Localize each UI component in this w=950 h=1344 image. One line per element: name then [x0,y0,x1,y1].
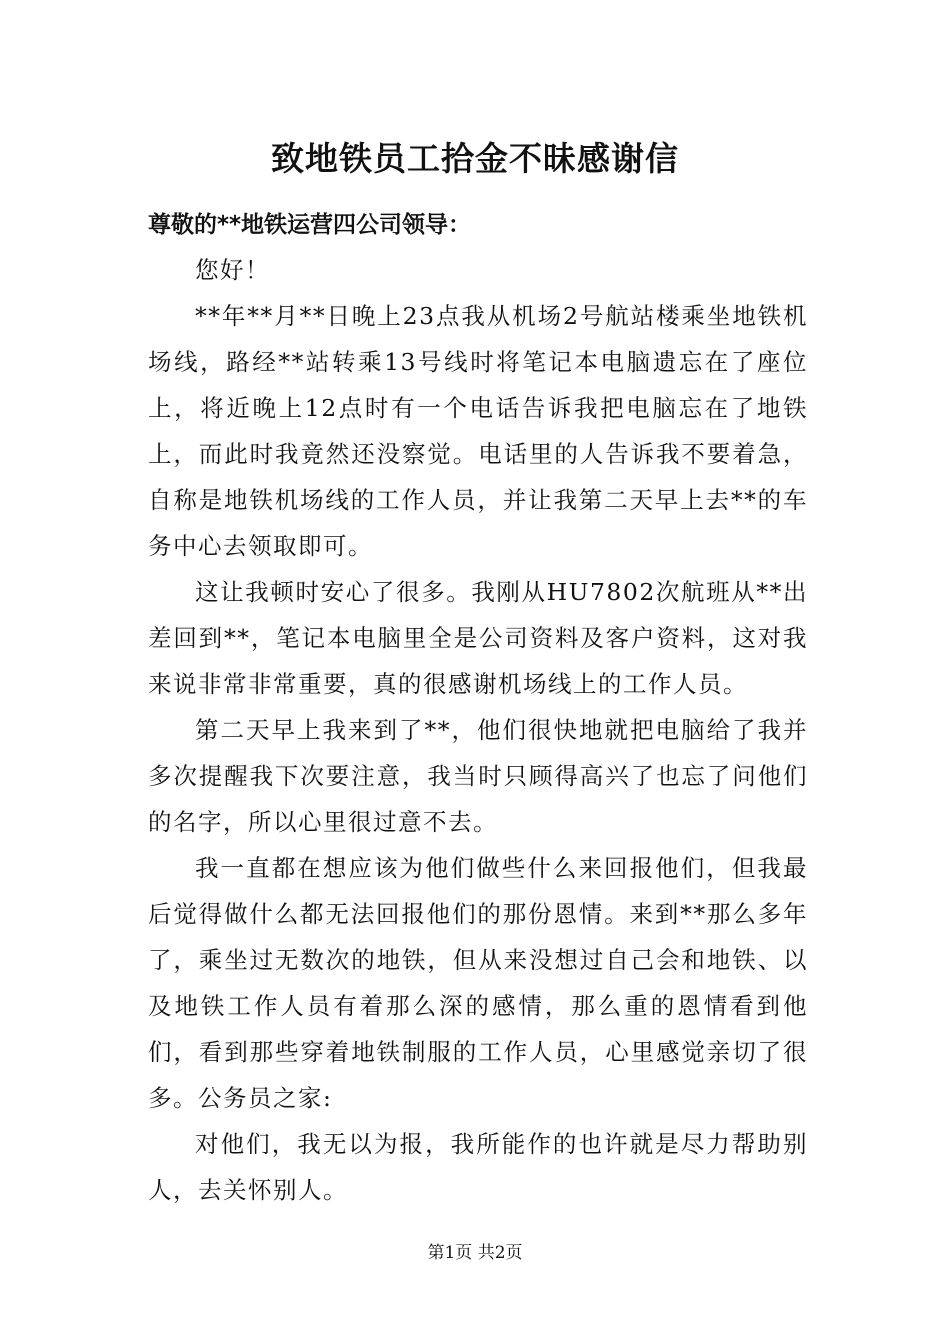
body-paragraph: 对他们，我无以为报，我所能作的也许就是尽力帮助别人，去关怀别人。 [148,1130,808,1204]
page-number-footer: 第1页 共2页 [427,1243,523,1263]
page-title: 致地铁员工拾金不昧感谢信 [271,139,679,178]
salutation: 尊敬的**地铁运营四公司领导： [148,212,472,238]
body-paragraph: **年**月**日晚上23点我从机场2号航站楼乘坐地铁机场线，路经**站转乘13号线时将笔记本电脑遗忘在了座位上，将近晚上12点时有一个电话告诉我把电脑忘在了地铁上，而此时我竟然还没察觉。电话里的人告诉我不要着急，自称是地铁机场线的工作人员，并让我第二天早上去**的车务中心去领取即可。 [148,302,808,560]
body-paragraph: 这让我顿时安心了很多。我刚从HU7802次航班从**出差回到**，笔记本电脑里全是公司资料及客户资料，这对我来说非常非常重要，真的很感谢机场线上的工作人员。 [148,578,808,698]
body-paragraph: 我一直都在想应该为他们做些什么来回报他们，但我最后觉得做什么都无法回报他们的那份恩情。来到**那么多年了，乘坐过无数次的地铁，但从来没想过自己会和地铁、以及地铁工作人员有着那么深的感情，那么重的恩情看到他们，看到那些穿着地铁制服的工作人员，心里感觉亲切了很多。公务员之家: [148,854,808,1112]
greeting-paragraph: 您好！ [195,256,270,284]
letter-body [148,247,808,1213]
body-paragraph: 第二天早上我来到了**，他们很快地就把电脑给了我并多次提醒我下次要注意，我当时只顾得高兴了也忘了问他们的名字，所以心里很过意不去。 [148,716,808,836]
